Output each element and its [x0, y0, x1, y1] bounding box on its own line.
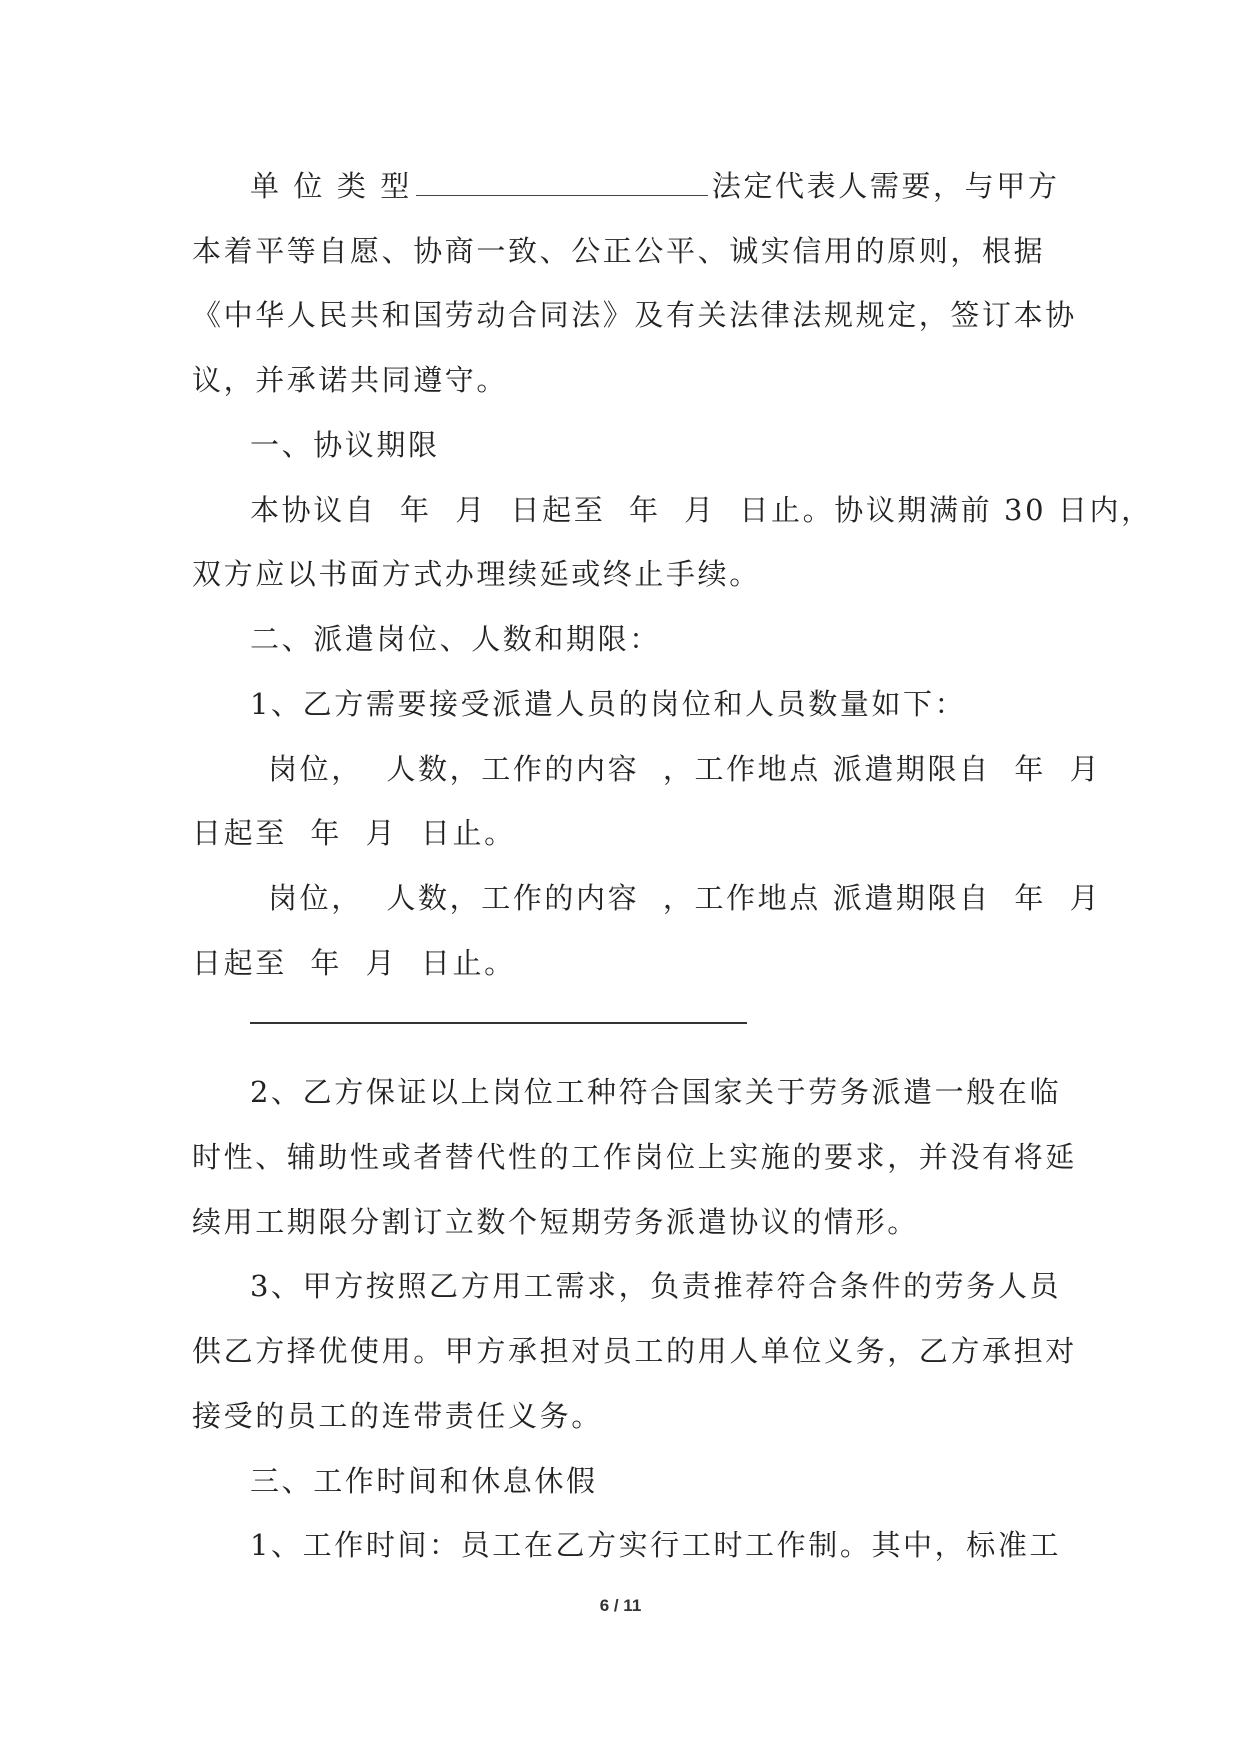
section-heading: 二、派遣岗位、人数和期限：: [250, 622, 661, 656]
position-entry: 岗位， 人数，工作的内容 ，工作地点 派遣期限自 年 月: [268, 752, 1102, 786]
body-line: 本着平等自愿、协商一致、公正公平、诚实信用的原则，根据: [192, 234, 1046, 268]
party-type-blank: [416, 171, 708, 196]
list-item: 3、甲方按照乙方用工需求，负责推荐符合条件的劳务人员: [250, 1269, 1062, 1303]
list-item: 1、工作时间：员工在乙方实行工时工作制。其中，标准工: [250, 1528, 1062, 1562]
section-heading: 三、工作时间和休息休假: [250, 1464, 598, 1498]
section-heading: 一、协议期限: [250, 428, 440, 462]
body-line: 本协议自 年 月 日起至 年 月 日止。协议期满前 30 日内，: [250, 493, 1153, 527]
party-type-suffix: 法定代表人需要，与甲方: [711, 169, 1060, 203]
position-entry-cont: 日起至 年 月 日止。: [192, 816, 516, 850]
separator-rule: [250, 1022, 747, 1024]
body-line: 时性、辅助性或者替代性的工作岗位上实施的要求，并没有将延: [192, 1140, 1077, 1174]
body-line: 供乙方择优使用。甲方承担对员工的用人单位义务，乙方承担对: [192, 1334, 1077, 1368]
party-type-line: [250, 166, 1059, 206]
position-entry: 岗位， 人数，工作的内容 ，工作地点 派遣期限自 年 月: [268, 881, 1102, 915]
body-line: 接受的员工的连带责任义务。: [192, 1399, 603, 1433]
body-line: 续用工期限分割订立数个短期劳务派遣协议的情形。: [192, 1205, 919, 1239]
position-entry-cont: 日起至 年 月 日止。: [192, 946, 516, 980]
body-line: 议，并承诺共同遵守。: [192, 363, 509, 397]
list-item: 1、乙方需要接受派遣人员的岗位和人员数量如下：: [250, 687, 967, 721]
page-number: 6 / 11: [599, 1596, 642, 1615]
list-item: 2、乙方保证以上岗位工种符合国家关于劳务派遣一般在临: [250, 1075, 1062, 1109]
party-type-label: 单 位 类 型: [250, 169, 412, 203]
body-line: 双方应以书面方式办理续延或终止手续。: [192, 557, 761, 591]
body-line: 《中华人民共和国劳动合同法》及有关法律法规规定，签订本协: [192, 298, 1077, 332]
